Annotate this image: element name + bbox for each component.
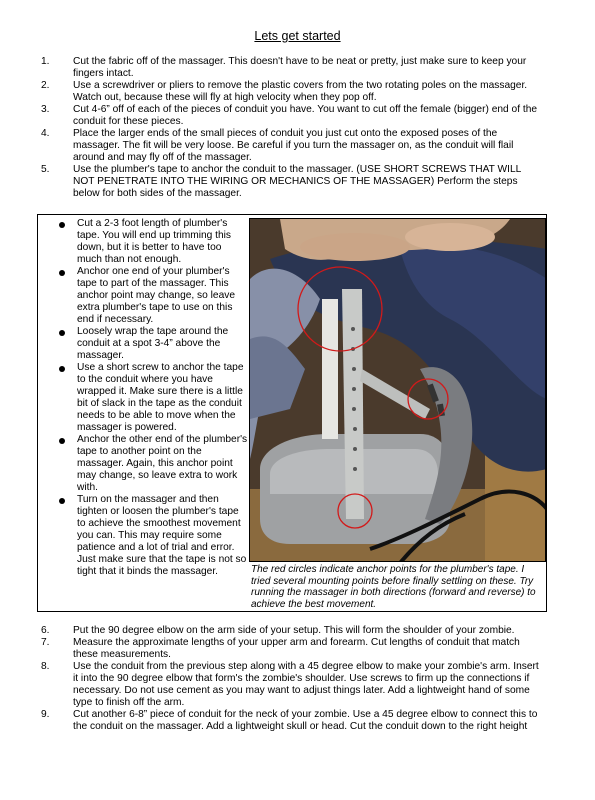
step-item	[33, 709, 545, 733]
step-number: 3.	[41, 104, 50, 115]
step-text: Put the 90 degree elbow on the arm side of your setup. This will form the shoulder of your zombie.	[73, 625, 515, 636]
step-item	[33, 164, 538, 200]
step-text: Use the conduit from the previous step along with a 45 degree elbow to make your zombie's arm. Insert it into the 90 degree elbow that form's the zombie's shoulder. Use screws to firm up the connections if necessary. Do not use cement as you may want to adjust things later. Add a lightweight hand of some type to finish off the arm.	[73, 661, 539, 708]
bullet-item: Turn on the massager and then tighten or loosen the plumber's tape to achieve the smoothest movement you can. This may require some patience and a lot of trial and error. Just make sure that the tape is not so tight that it binds the massager.	[48, 494, 248, 578]
massager-photo	[249, 218, 546, 562]
steps-list-bottom	[33, 625, 545, 733]
step-number: 5.	[41, 164, 50, 175]
step-item	[33, 80, 538, 104]
instruction-box	[37, 214, 547, 612]
step-number: 6.	[41, 625, 50, 636]
step-number: 7.	[41, 637, 50, 648]
step-text: Use a screwdriver or pliers to remove the plastic covers from the two rotating poles on the massager. Watch out, because these will fly at high velocity when they pop off.	[73, 80, 528, 103]
bullet-item: Loosely wrap the tape around the conduit at a spot 3-4” above the massager.	[48, 326, 248, 362]
step-text: Cut the fabric off of the massager. This doesn't have to be neat or pretty, just make sure to keep your fingers intact.	[73, 56, 527, 79]
bullet-list	[48, 218, 248, 578]
step-item	[33, 104, 538, 128]
step-number: 1.	[41, 56, 50, 67]
step-item	[33, 661, 545, 709]
step-text: Use the plumber's tape to anchor the conduit to the massager. (USE SHORT SCREWS THAT WILL NOT PENETRATE INTO THE WIRING OR MECHANICS OF THE MASSAGER) Perform the steps below for both sides of the massager.	[73, 164, 521, 199]
step-text: Cut another 6-8” piece of conduit for the neck of your zombie. Use a 45 degree elbow to connect this to the conduit on the massager. Add a lightweight skull or head. Cut the conduit down to the right height	[73, 709, 538, 732]
step-number: 2.	[41, 80, 50, 91]
step-item	[33, 625, 545, 637]
step-item	[33, 56, 538, 80]
bullet-item: Cut a 2-3 foot length of plumber's tape. You will end up trimming this down, but it is better to have too much than not enough.	[48, 218, 248, 266]
step-item	[33, 637, 545, 661]
step-number: 4.	[41, 128, 50, 139]
step-text: Measure the approximate lengths of your upper arm and forearm. Cut lengths of conduit that match these measurements.	[73, 637, 520, 660]
photo-caption: The red circles indicate anchor points for the plumber's tape. I tried several mounting points before finally settling on these. Try running the massager in both directions (forward and reverse) to achieve the best movement.	[251, 564, 536, 610]
steps-list-top	[33, 56, 538, 200]
page-title: Lets get started	[254, 29, 341, 43]
bullet-item: Use a short screw to anchor the tape to the conduit where you have wrapped it. Make sure there is a little bit of slack in the tape as the conduit needs to be able to move when the massager is powered.	[48, 362, 248, 434]
step-text: Cut 4-6” off of each of the pieces of conduit you have. You want to cut off the female (bigger) end of the conduit for these pieces.	[73, 104, 538, 127]
step-item	[33, 128, 538, 164]
bullet-item: Anchor the other end of the plumber's tape to another point on the massager. Again, this anchor point may change, so leave extra to work with.	[48, 434, 248, 494]
step-number: 9.	[41, 709, 50, 720]
step-number: 8.	[41, 661, 50, 672]
bullet-item: Anchor one end of your plumber's tape to part of the massager. This anchor point may change, so leave extra plumber's tape to use on this end if necessary.	[48, 266, 248, 326]
step-text: Place the larger ends of the small pieces of conduit you just cut onto the exposed poses of the massager. The fit will be very loose. Be careful if you turn the massager on, as the conduit will flail around and may fly off of the massager.	[73, 128, 514, 163]
